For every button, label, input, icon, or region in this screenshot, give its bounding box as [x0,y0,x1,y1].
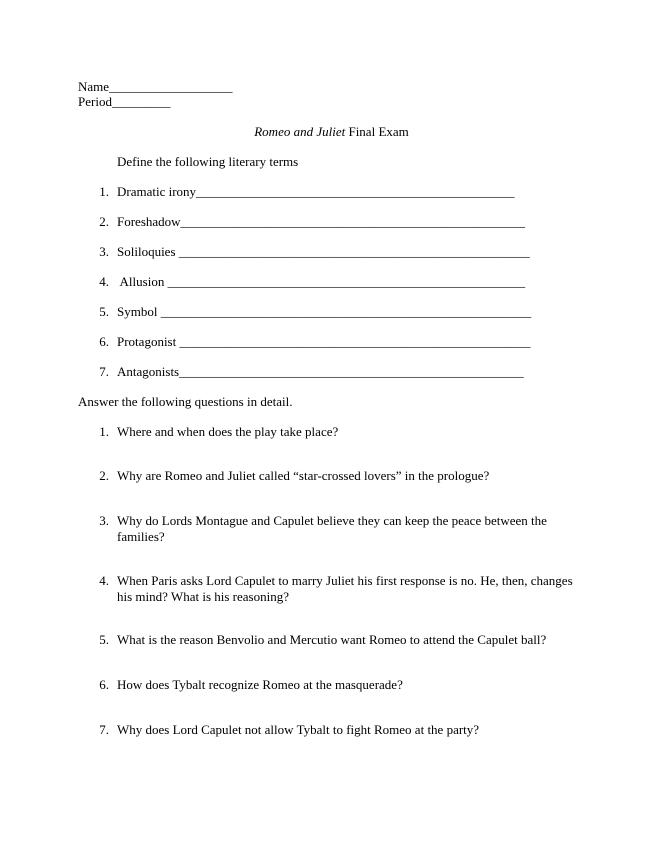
question-number: 5. [99,632,109,647]
page-title [0,124,663,139]
question-number: 3. [99,513,109,528]
title-italic: Romeo and Juliet [254,124,346,139]
question-text: Where and when does the play take place? [117,424,339,439]
question-number: 4. [99,573,109,588]
term-text: Antagonists_____________________________________________________ [117,364,524,379]
section2-instruction: Answer the following questions in detail. [78,394,293,409]
title-rest: Final Exam [345,124,409,139]
question-number: 2. [99,468,109,483]
term-text: Soliloquies ______________________________________________________ [117,244,530,259]
section1-instruction: Define the following literary terms [117,154,299,169]
question-text: Why are Romeo and Juliet called “star-crossed lovers” in the prologue? [117,468,490,483]
question-text: When Paris asks Lord Capulet to marry Juliet his first response is no. He, then, changes his mind? What is his reasoning? [117,573,573,604]
term-text: Foreshadow_____________________________________________________ [117,214,526,229]
term-number: 6. [99,334,109,349]
term-text: Symbol _________________________________________________________ [117,304,532,319]
question-text: What is the reason Benvolio and Mercutio want Romeo to attend the Capulet ball? [117,632,547,647]
question-number: 7. [99,722,109,737]
term-number: 5. [99,304,109,319]
term-number: 7. [99,364,109,379]
term-number: 4. [99,274,109,289]
question-number: 6. [99,677,109,692]
question-text: Why do Lords Montague and Capulet believe they can keep the peace between the families? [117,513,547,544]
question-text: How does Tybalt recognize Romeo at the masquerade? [117,677,403,692]
term-number: 1. [99,184,109,199]
question-text: Why does Lord Capulet not allow Tybalt to fight Romeo at the party? [117,722,480,737]
period-line: Period_________ [78,94,171,109]
question-number: 1. [99,424,109,439]
name-line: Name___________________ [78,79,233,94]
term-number: 3. [99,244,109,259]
term-text: Protagonist ______________________________________________________ [117,334,531,349]
term-text: Dramatic irony_________________________________________________ [117,184,515,199]
term-number: 2. [99,214,109,229]
term-text: Allusion _______________________________________________________ [117,274,526,289]
